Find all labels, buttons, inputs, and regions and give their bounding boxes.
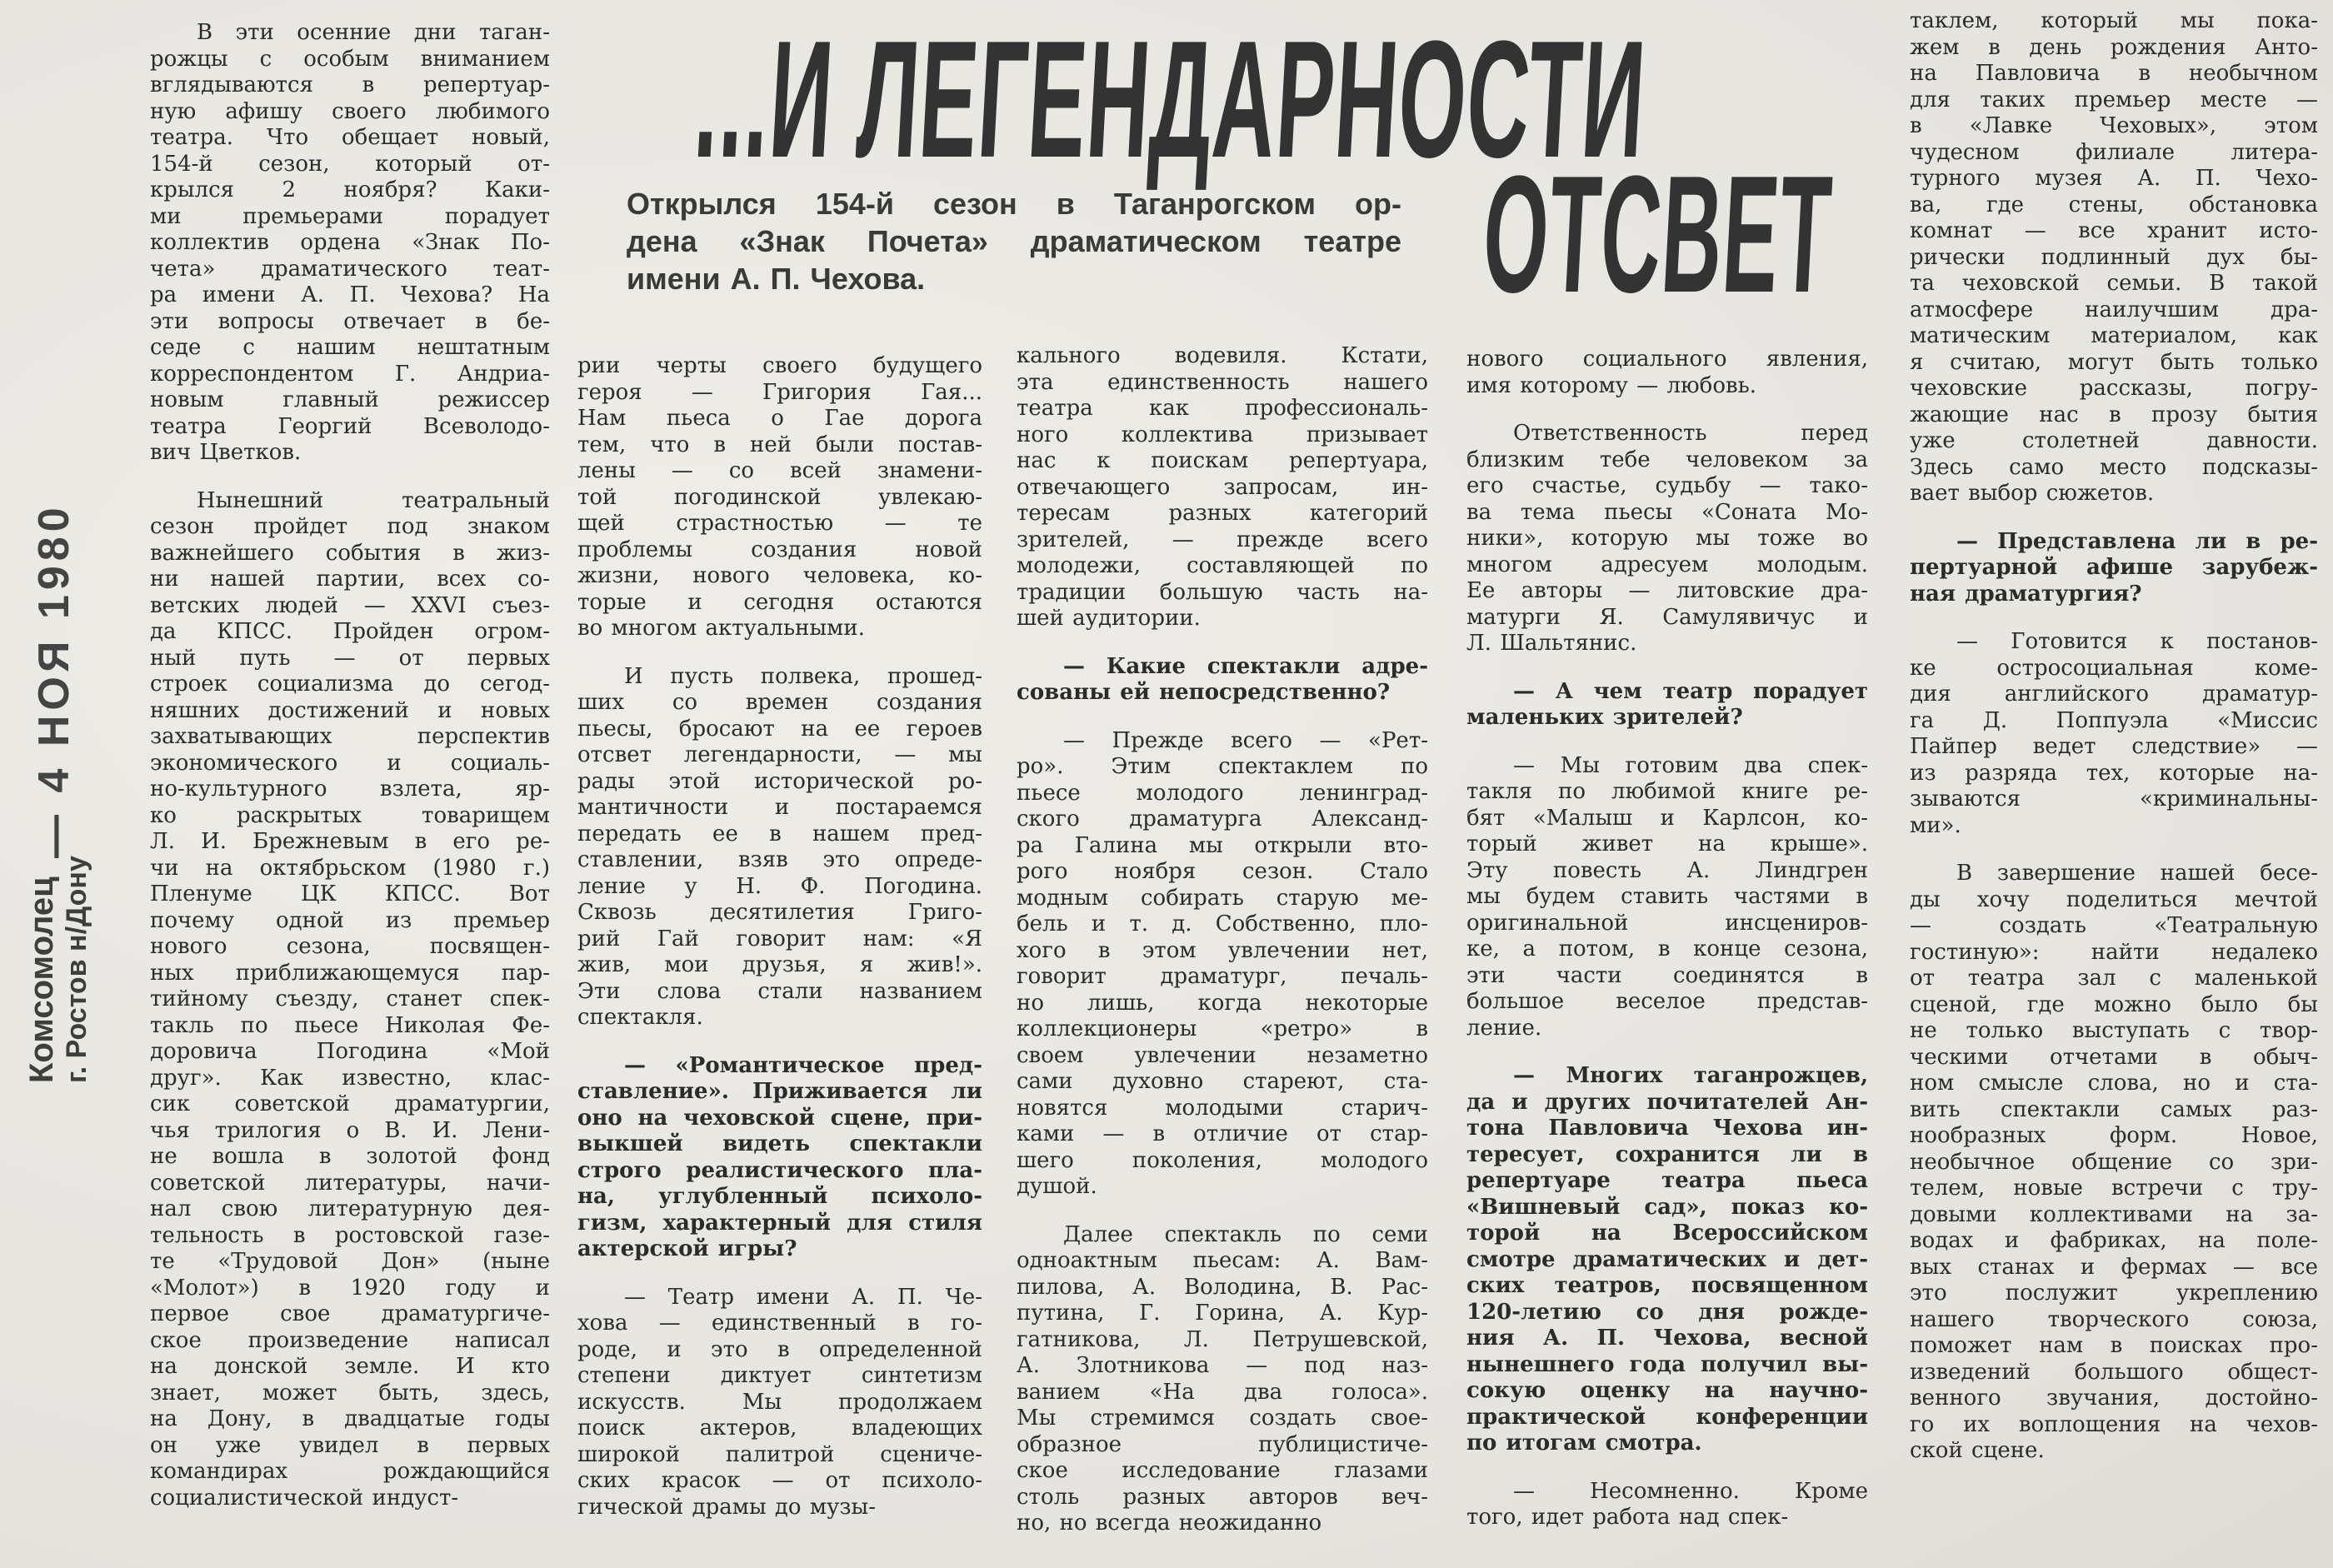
text-line: зрителей, — прежде всего — [1017, 527, 1428, 552]
text-line: ко раскрытых товарищем — [150, 802, 550, 828]
text-line: — Прежде всего — «Рет- — [1063, 727, 1428, 753]
text-line: проблемы создания новой — [577, 537, 982, 562]
text-line: — Многих таганрожцев, — [1513, 1063, 1868, 1088]
text-line: передать ее в нашем пред- — [577, 821, 982, 846]
text-line: ление. — [1466, 1015, 1542, 1041]
text-line: 120-летию со дня рожде- — [1466, 1299, 1868, 1325]
text-line: тем, что в ней были постав- — [577, 432, 982, 457]
text-line: ных приближающемуся пар- — [150, 960, 550, 986]
text-line: героя — Григория Гая... — [577, 379, 982, 405]
text-line: нообразных форм. Новое, — [1910, 1123, 2318, 1148]
text-line: вить спектакли самых раз- — [1910, 1096, 2318, 1122]
text-line: шей аудитории. — [1017, 606, 1201, 631]
interview-question — [577, 1053, 982, 1263]
text-line: на донской земле. И кто — [150, 1354, 550, 1379]
paragraph — [1466, 753, 1868, 1042]
article-column-1 — [150, 20, 550, 1511]
interview-question — [1910, 529, 2318, 608]
text-line: ро». Этим спектаклем по — [1017, 754, 1428, 779]
text-line: нового сезона, посвящен- — [150, 934, 550, 959]
text-line: пьесы, бросают на ее героев — [577, 716, 982, 742]
text-line: ми». — [1910, 812, 1961, 838]
text-line: по итогам смотра. — [1466, 1431, 1702, 1456]
text-line: он уже увидел в первых — [150, 1432, 550, 1458]
text-line: Эту повесть А. Линдгрен — [1466, 857, 1868, 883]
text-line: спектакля. — [577, 1005, 703, 1030]
text-line: чудесном филиале литера- — [1910, 139, 2318, 165]
text-line: эти вопросы отвечает в бе- — [150, 308, 550, 334]
text-line: смотре драматических и дет- — [1466, 1246, 1868, 1272]
text-line: лены — со всей знамени- — [577, 458, 982, 483]
text-line: из разряда тех, которые на- — [1910, 760, 2318, 786]
text-line: ния А. П. Чехова, весной — [1466, 1326, 1868, 1351]
newspaper-city: г. Ростов н/Дону — [61, 856, 92, 1083]
text-line: нашего творческого союза, — [1910, 1306, 2318, 1332]
text-line: ники», которую мы тоже во — [1466, 526, 1868, 551]
subheadline-line: Открылся 154-й сезон в Таганрогском ор- — [627, 187, 1401, 221]
text-line: важнейшего события в жиз- — [150, 540, 550, 566]
text-line: театра. Что обещает новый, — [150, 125, 550, 150]
text-line: сованы ей непосредственно? — [1017, 680, 1391, 705]
text-line: Эти слова стали названием — [577, 978, 982, 1004]
text-line: коллектив ордена «Знак По- — [150, 230, 550, 255]
subheadline — [627, 185, 1401, 297]
text-line: ских красок — от психоло- — [577, 1468, 982, 1493]
text-line: сезон пройдет под знаком — [150, 514, 550, 539]
text-line: захватывающих перспектив — [150, 724, 550, 749]
text-line: Ответственность перед — [1513, 421, 1868, 446]
text-line: сами духовно стареют, ста- — [1017, 1069, 1428, 1094]
text-line: довыми коллективами на за- — [1910, 1201, 2318, 1227]
text-line: ра имени А. П. Чехова? На — [150, 282, 550, 307]
text-line: строго реалистического пла- — [577, 1157, 982, 1183]
text-line: ва, где стены, обстановка — [1910, 192, 2318, 217]
text-line: коллекционеры «ретро» в — [1017, 1016, 1428, 1041]
text-line: 154-й сезон, который от- — [150, 151, 550, 177]
text-line: бят «Малыш и Карлсон, ко- — [1466, 805, 1868, 831]
text-line: Мы стремимся создать свое- — [1017, 1406, 1428, 1431]
text-line: степени диктует синтетизм — [577, 1363, 982, 1388]
text-line: рожцы с особым вниманием — [150, 46, 550, 72]
text-line: театра как профессиональ- — [1017, 396, 1428, 421]
text-line: — А чем театр порадует — [1513, 678, 1868, 704]
text-line: душой. — [1017, 1174, 1097, 1199]
text-line: поиск актеров, владеющих — [577, 1416, 982, 1441]
text-line: традиции большую часть на- — [1017, 579, 1428, 605]
text-line: мы будем ставить частями в — [1466, 884, 1868, 909]
text-line: новым главный режиссер — [150, 387, 550, 412]
date-stamp: — 4 НОЯ 1980 — [30, 502, 78, 858]
text-line: дия английского драматур- — [1910, 682, 2318, 707]
text-line: гической драмы до музы- — [577, 1494, 877, 1520]
article-column-5 — [1910, 8, 2318, 1465]
paragraph — [1910, 629, 2318, 839]
text-line: ды хочу поделиться мечтой — [1910, 886, 2318, 912]
text-line: ками — в отличие от стар- — [1017, 1121, 1428, 1146]
text-line: А. Злотникова — под наз- — [1017, 1353, 1428, 1378]
text-line: пилова, А. Володина, В. Рас- — [1017, 1274, 1428, 1300]
text-line: тересам разных категорий — [1017, 501, 1428, 526]
text-line: я считаю, могут быть только — [1910, 349, 2318, 375]
text-line: Л. Шальтянис. — [1466, 631, 1637, 656]
text-line: одноактным пьесам: А. Вам- — [1017, 1248, 1428, 1273]
text-line: И пусть полвека, прошед- — [624, 663, 982, 689]
text-line: В эти осенние дни таган- — [197, 20, 550, 45]
text-line: ва тема пьесы «Соната Мо- — [1466, 499, 1868, 525]
paragraph — [1466, 421, 1868, 657]
text-line: но лишь, когда некоторые — [1017, 990, 1428, 1016]
text-line: ная драматургия? — [1910, 581, 2142, 607]
text-line: первое свое драматургиче- — [150, 1301, 550, 1326]
text-line: кального водевиля. Кстати, — [1017, 343, 1428, 368]
text-line: ставление». Приживается ли — [577, 1079, 982, 1104]
text-line: это послужит укреплению — [1910, 1281, 2318, 1306]
text-line: не только выступать с твор- — [1910, 1018, 2318, 1043]
text-line: эти части соединятся в — [1466, 962, 1868, 988]
text-line: Л. И. Брежневым в его ре- — [150, 829, 550, 854]
text-line: практической конференции — [1466, 1404, 1868, 1430]
text-line: хого в этом увлечении нет, — [1017, 937, 1428, 963]
text-line: ское исследование глазами — [1017, 1458, 1428, 1483]
text-line: — Готовится к постанов- — [1956, 629, 2318, 654]
text-line: няшних достижений и новых — [150, 697, 550, 723]
subheadline-line: дена «Знак Почета» драматическом театре — [627, 224, 1401, 258]
text-line: го их воплощения на чехов- — [1910, 1411, 2318, 1437]
text-line: того, идет работа над спек- — [1466, 1505, 1789, 1530]
text-line: корреспондентом Г. Андриа- — [150, 361, 550, 387]
text-line: ского драматурга Александ- — [1017, 806, 1428, 831]
text-line: друг». Как известно, клас- — [150, 1065, 550, 1091]
text-line: бель и т. д. Собственно, пло- — [1017, 911, 1428, 936]
text-line: — «Романтическое пред- — [624, 1052, 982, 1078]
text-line: — Представлена ли в ре- — [1956, 528, 2318, 554]
text-line: ческими отчетами в обыч- — [1910, 1044, 2318, 1070]
text-line: вич Цветков. — [150, 440, 302, 465]
text-line: такль по пьесе Николая Фе- — [150, 1012, 550, 1038]
text-line: советской литературы, начи- — [150, 1170, 550, 1196]
text-line: вых станах и фермах — все — [1910, 1254, 2318, 1280]
text-line: комнат — все хранит исто- — [1910, 218, 2318, 243]
text-line: Далее спектакль по семи — [1063, 1221, 1428, 1247]
text-line: широкой палитрой сцениче- — [577, 1441, 982, 1467]
text-line: да и других почитателей Ан- — [1466, 1089, 1868, 1115]
paragraph — [1017, 1222, 1428, 1537]
text-line: Пленуме ЦК КПСС. Вот — [150, 881, 550, 906]
text-line: сценой, где можно было бы — [1910, 991, 2318, 1017]
text-line: актерской игры? — [577, 1236, 797, 1261]
text-line: — Театр имени А. П. Че- — [624, 1284, 982, 1310]
text-line: не вошла в золотой фонд — [150, 1144, 550, 1169]
text-line: театра Георгий Всеволодо- — [150, 413, 550, 439]
text-line: торый живет на крыше». — [1466, 831, 1868, 856]
text-line: имя которому — любовь. — [1466, 372, 1757, 398]
text-line: изведений большого общест- — [1910, 1359, 2318, 1385]
text-line: большое веселое представ- — [1466, 989, 1868, 1014]
text-line: чья трилогия о В. И. Лени- — [150, 1117, 550, 1143]
text-line: ке, а потом, в конце сезона, — [1466, 936, 1868, 961]
article-column-2 — [577, 353, 982, 1521]
text-line: телем, новые встречи с тру- — [1910, 1176, 2318, 1201]
text-line: седе с нашим нештатным — [150, 335, 550, 360]
text-line: Нынешний театральный — [197, 487, 550, 513]
text-line: ра Галина мы открыли вто- — [1017, 832, 1428, 858]
text-line: репертуаре театра пьеса — [1466, 1168, 1868, 1193]
text-line: уже столетней давности. — [1910, 428, 2318, 453]
text-line: столь разных авторов веч- — [1017, 1484, 1428, 1510]
text-line: рии черты своего будущего — [577, 353, 982, 378]
text-line: жающие нас в прозу бытия — [1910, 402, 2318, 427]
text-line: щей страстностью — те — [577, 511, 982, 536]
text-line: пьесе молодого ленинград- — [1017, 780, 1428, 806]
text-line: тересует, сохранится ли в — [1466, 1141, 1868, 1167]
text-line: но-культурного взлета, яр- — [150, 777, 550, 801]
text-line: нал свою литературную дея- — [150, 1196, 550, 1221]
paragraph — [150, 488, 550, 1512]
text-line: эта единственность нашего — [1017, 369, 1428, 395]
headline-line-1: ...И ЛЕГЕНДАРНОСТИ — [690, 7, 1651, 192]
text-line: командирах рождающийся — [150, 1459, 550, 1484]
headline-line-2: ОТСВЕТ — [1478, 142, 1836, 327]
text-line: поможет нам в поисках про- — [1910, 1333, 2318, 1358]
text-line: тона Павловича Чехова ин- — [1466, 1116, 1868, 1141]
text-line: таклем, который мы пока- — [1910, 8, 2318, 33]
text-line: строек социализма до сегод- — [150, 672, 550, 697]
text-line: оригинальной инсцениров- — [1466, 910, 1868, 936]
text-line: ской сцене. — [1910, 1438, 2045, 1463]
text-line: чи на октябрьском (1980 г.) — [150, 855, 550, 881]
text-line: от театра зал с маленькой — [1910, 966, 2318, 991]
text-line: жизни, нового человека, ко- — [577, 563, 982, 588]
text-line: ни нашей партии, всех со- — [150, 567, 550, 592]
text-line: чета» драматического теат- — [150, 256, 550, 282]
text-line: но, но всегда неожиданно — [1017, 1511, 1322, 1536]
text-line: В завершение нашей бесе- — [1956, 861, 2318, 886]
interview-question — [1466, 679, 1868, 732]
text-line: да КПСС. Пройден огром- — [150, 619, 550, 644]
newspaper-name: Комсомолец — [23, 876, 60, 1083]
text-line: рого ноября сезон. Стало — [1017, 859, 1428, 884]
text-line: торые и сегодня остаются — [577, 589, 982, 615]
text-line: торой на Всероссийском — [1466, 1221, 1868, 1246]
text-line: своем увлечении незаметно — [1017, 1042, 1428, 1068]
text-line: ское произведение написал — [150, 1327, 550, 1353]
text-line: доровича Погодина «Мой — [150, 1039, 550, 1064]
text-line: социалистической индуст- — [150, 1485, 459, 1511]
text-line: близким тебе человеком за — [1466, 447, 1868, 472]
text-line: матическим материалом, как — [1910, 323, 2318, 348]
text-line: роде, и это в определенной — [577, 1336, 982, 1362]
newspaper-stamp — [23, 856, 93, 1083]
text-line: отвечающего запросам, ин- — [1017, 474, 1428, 500]
text-line: — Какие спектакли адре- — [1063, 653, 1428, 679]
text-line: та чеховской семьи. В такой — [1910, 271, 2318, 296]
text-line: в «Лавке Чеховых», этом — [1910, 113, 2318, 138]
paragraph — [577, 664, 982, 1031]
text-line: ление у Н. Ф. Погодина. — [577, 873, 982, 899]
text-line: его счастье, судьбу — тако- — [1466, 473, 1868, 498]
text-line: ный путь — от первых — [150, 645, 550, 671]
text-line: ветских людей — XXVI съез- — [150, 592, 550, 618]
interview-question — [1017, 654, 1428, 707]
text-line: ке остросоциальная коме- — [1910, 655, 2318, 681]
text-line: маленьких зрителей? — [1466, 705, 1743, 730]
text-line: ставлении, взяв это опреде- — [577, 847, 982, 872]
text-line: вает выбор сюжетов. — [1910, 481, 2155, 506]
text-line: Сквозь десятилетия Григо- — [577, 900, 982, 925]
text-line: жив, мои друзья, я жив!». — [577, 952, 982, 977]
text-line: — Несомненно. Кроме — [1513, 1478, 1868, 1504]
subheadline-line: имени А. П. Чехова. — [627, 262, 926, 296]
text-line: необычное общение со зри- — [1910, 1149, 2318, 1175]
text-line: для таких премьер месте — — [1910, 87, 2318, 112]
text-line: на Дону, в двадцатые годы — [150, 1406, 550, 1431]
text-line: рически подлинный дух бы- — [1910, 244, 2318, 270]
text-line: отсвет легендарности, — мы — [577, 742, 982, 767]
text-line: сик советской драматургии, — [150, 1091, 550, 1116]
text-line: тийному съезду, станет спек- — [150, 986, 550, 1011]
text-line: те «Трудовой Дон» (ныне — [150, 1249, 550, 1274]
text-line: тельность в ростовской газе- — [150, 1222, 550, 1248]
text-line: экономического и социаль- — [150, 750, 550, 776]
paragraph — [1017, 728, 1428, 1201]
text-line: «Молот») в 1920 году и — [150, 1275, 550, 1301]
text-line: образное публицистиче- — [1017, 1431, 1428, 1457]
text-line: почему одной из премьер — [150, 907, 550, 933]
text-line: такля по любимой книге ре- — [1466, 779, 1868, 804]
text-line: турного музея А. П. Чехо- — [1910, 166, 2318, 191]
text-line: «Вишневый сад», показ ко- — [1466, 1194, 1868, 1220]
text-line: га Д. Поппуэла «Миссис — [1910, 707, 2318, 733]
paragraph — [1910, 8, 2318, 507]
paragraph — [577, 353, 982, 642]
text-line: молодежи, составляющей по — [1017, 553, 1428, 578]
text-line: ских театров, посвященном — [1466, 1273, 1868, 1298]
text-line: путина, Г. Горина, А. Кур- — [1017, 1301, 1428, 1326]
text-line: Пайпер ведет следствие» — — [1910, 734, 2318, 759]
text-line: новятся молодыми старич- — [1017, 1095, 1428, 1121]
text-line: пертуарной афише зарубеж- — [1910, 555, 2318, 580]
text-line: чеховские рассказы, погру- — [1910, 376, 2318, 401]
paragraph — [1910, 861, 2318, 1465]
paragraph — [577, 1285, 982, 1521]
text-line: на Павловича в необычном — [1910, 61, 2318, 86]
interview-question — [1466, 1063, 1868, 1457]
text-line: вглядываются в репертуар- — [150, 72, 550, 97]
text-line: шего поколения, молодого — [1017, 1147, 1428, 1173]
text-line: гатникова, Л. Петрушевской, — [1017, 1326, 1428, 1352]
text-line: знает, может быть, здесь, — [150, 1380, 550, 1406]
paragraph — [1017, 343, 1428, 632]
text-line: гизм, характерный для стиля — [577, 1210, 982, 1236]
text-line: водах и фабриках, на поле- — [1910, 1228, 2318, 1253]
text-line: оно на чеховской сцене, при- — [577, 1105, 982, 1131]
text-line: ми премьерами порадует — [150, 203, 550, 229]
text-line: Нам пьеса о Гае дорога — [577, 406, 982, 431]
text-line: гостиную»: найти недалеко — [1910, 939, 2318, 965]
text-line: ном смысле слова, но и ста- — [1910, 1071, 2318, 1096]
text-line: ную афишу своего любимого — [150, 98, 550, 124]
text-line: искусств. Мы продолжаем — [577, 1389, 982, 1415]
text-line: сокую оценку на научно- — [1466, 1378, 1868, 1403]
text-line: нас к поискам репертуара, — [1017, 448, 1428, 473]
paragraph — [1466, 1479, 1868, 1531]
paragraph — [150, 20, 550, 467]
text-line: рады этой исторической ро- — [577, 768, 982, 794]
text-line: жем в день рождения Анто- — [1910, 34, 2318, 60]
text-line: во многом актуальными. — [577, 616, 865, 641]
text-line: ного коллектива призывает — [1017, 422, 1428, 447]
text-line: матурги Я. Самулявичус и — [1466, 604, 1868, 630]
text-line: зываются «криминальны- — [1910, 786, 2318, 811]
text-line: нового социального явления, — [1466, 347, 1868, 372]
text-line: той погодинской увлекаю- — [577, 484, 982, 510]
text-line: нынешнего года получил вы- — [1466, 1351, 1868, 1377]
text-line: говорит драматург, печаль- — [1017, 964, 1428, 989]
text-line: модным собирать старую ме- — [1017, 885, 1428, 911]
text-line: Ее авторы — литовские дра- — [1466, 578, 1868, 603]
text-line: хова — единственный в го- — [577, 1311, 982, 1336]
text-line: рий Гай говорит нам: «Я — [577, 926, 982, 951]
text-line: ванием «На два голоса». — [1017, 1379, 1428, 1405]
text-line: — создать «Театральную — [1910, 913, 2318, 938]
article-column-4 — [1466, 347, 1868, 1531]
paragraph — [1466, 347, 1868, 399]
text-line: ших со времен создания — [577, 690, 982, 715]
text-line: Здесь само место подсказы- — [1910, 454, 2318, 480]
text-line: крылся 2 ноября? Каки- — [150, 177, 550, 202]
text-line: на, углубленный психоло- — [577, 1184, 982, 1209]
text-line: венного звучания, достойно- — [1910, 1386, 2318, 1411]
text-line: атмосфере наилучшим дра- — [1910, 297, 2318, 322]
text-line: — Мы готовим два спек- — [1513, 752, 1868, 778]
text-line: мантичности и постараемся — [577, 795, 982, 820]
article-column-3 — [1017, 343, 1428, 1537]
text-line: многом адресуем молодым. — [1466, 552, 1868, 577]
text-line: выкшей видеть спектакли — [577, 1131, 982, 1156]
